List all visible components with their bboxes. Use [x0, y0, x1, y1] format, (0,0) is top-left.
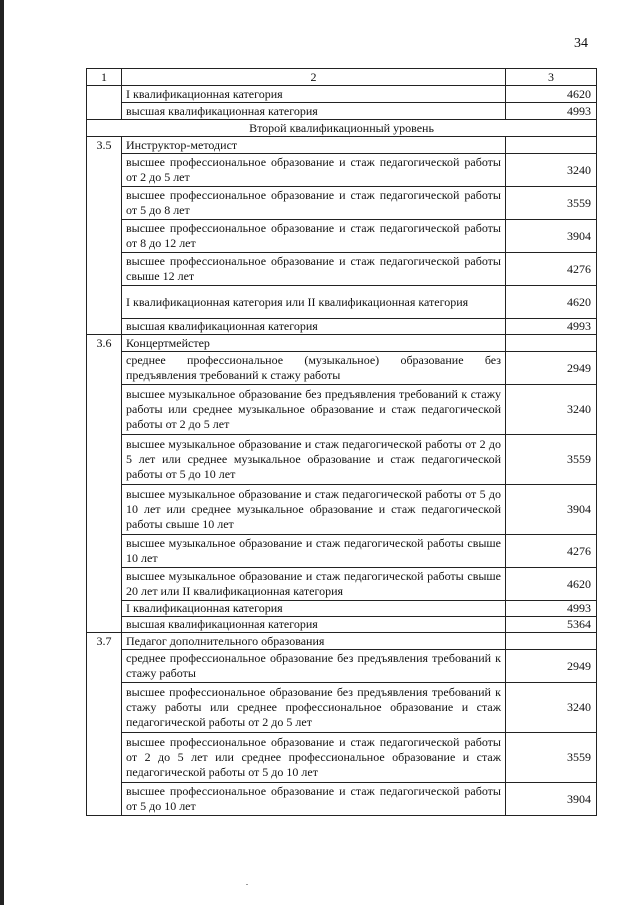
table-row — [87, 535, 597, 568]
row-value: 3240 — [506, 385, 597, 435]
row-value: 3559 — [506, 733, 597, 783]
code-cell-empty — [87, 601, 122, 617]
row-text: среднее профессиональное (музыкальное) образование без предъявления требований к стажу работы — [122, 352, 506, 385]
row-value: 4993 — [506, 319, 597, 335]
group-title-row — [87, 335, 597, 352]
row-value: 3904 — [506, 485, 597, 535]
row-text: высшее профессиональное образование и стаж педагогической работы от 8 до 12 лет — [122, 220, 506, 253]
group-code: 3.6 — [87, 335, 122, 352]
row-text: I квалификационная категория или II квалификационная категория — [122, 286, 506, 319]
table-row — [87, 617, 597, 633]
table-row — [87, 601, 597, 617]
row-text: высшая квалификационная категория — [122, 617, 506, 633]
group-code: 3.7 — [87, 633, 122, 650]
table-row — [87, 319, 597, 335]
table-row — [87, 385, 597, 435]
code-cell-empty — [87, 352, 122, 385]
row-value: 4620 — [506, 568, 597, 601]
header-col-3: 3 — [506, 69, 597, 86]
row-text: высшее музыкальное образование без предъявления требований к стажу работы или среднее музыкальное образование и стаж педагогической работы от 2 до 5 лет — [122, 385, 506, 435]
row-text: I квалификационная категория — [122, 601, 506, 617]
code-cell-empty — [87, 103, 122, 120]
code-cell-empty — [87, 86, 122, 103]
row-text: высшее профессиональное образование и стаж педагогической работы от 2 до 5 лет или среднее профессиональное образование и стаж педагогической работы от 5 до 10 лет — [122, 733, 506, 783]
row-text: высшее музыкальное образование и стаж педагогической работы от 2 до 5 лет или среднее музыкальное образование и стаж педагогической работы от 5 до 10 лет — [122, 435, 506, 485]
table-row — [87, 103, 597, 120]
section-row — [87, 120, 597, 137]
row-text: высшее музыкальное образование и стаж педагогической работы свыше 10 лет — [122, 535, 506, 568]
row-text: среднее профессиональное образование без предъявления требований к стажу работы — [122, 650, 506, 683]
row-value: 2949 — [506, 352, 597, 385]
row-text: высшее профессиональное образование и стаж педагогической работы свыше 12 лет — [122, 253, 506, 286]
page-number: 34 — [574, 36, 588, 51]
table-row — [87, 435, 597, 485]
group-title: Педагог дополнительного образования — [122, 633, 506, 650]
group-title-row — [87, 633, 597, 650]
row-text: высшее музыкальное образование и стаж педагогической работы от 5 до 10 лет или среднее музыкальное образование и стаж педагогической работы свыше 10 лет — [122, 485, 506, 535]
table-row — [87, 154, 597, 187]
code-cell-empty — [87, 220, 122, 253]
row-value: 4276 — [506, 535, 597, 568]
code-cell-empty — [87, 650, 122, 683]
group-title: Инструктор-методист — [122, 137, 506, 154]
row-text: высшее профессиональное образование без предъявления требований к стажу работы или среднее профессиональное образование и стаж педагогической работы от 2 до 5 лет — [122, 683, 506, 733]
code-cell-empty — [87, 683, 122, 733]
row-text: I квалификационная категория — [122, 86, 506, 103]
row-text: высшее профессиональное образование и стаж педагогической работы от 5 до 8 лет — [122, 187, 506, 220]
code-cell-empty — [87, 733, 122, 783]
code-cell-empty — [87, 385, 122, 435]
table-row — [87, 650, 597, 683]
value-cell-empty — [506, 137, 597, 154]
row-value: 3904 — [506, 220, 597, 253]
table-row — [87, 783, 597, 816]
table-row — [87, 683, 597, 733]
row-value: 3559 — [506, 435, 597, 485]
row-text: высшая квалификационная категория — [122, 319, 506, 335]
code-cell-empty — [87, 435, 122, 485]
row-value: 4993 — [506, 601, 597, 617]
table-row — [87, 187, 597, 220]
salary-table — [86, 68, 597, 816]
group-code: 3.5 — [87, 137, 122, 154]
table-row — [87, 568, 597, 601]
group-title-row — [87, 137, 597, 154]
scan-speck — [246, 884, 248, 885]
row-value: 5364 — [506, 617, 597, 633]
code-cell-empty — [87, 568, 122, 601]
row-value: 3240 — [506, 154, 597, 187]
row-value: 4620 — [506, 286, 597, 319]
table-row — [87, 352, 597, 385]
row-value: 4993 — [506, 103, 597, 120]
code-cell-empty — [87, 286, 122, 319]
group-title: Концертмейстер — [122, 335, 506, 352]
row-value: 4620 — [506, 86, 597, 103]
table-row — [87, 86, 597, 103]
code-cell-empty — [87, 783, 122, 816]
row-value: 3559 — [506, 187, 597, 220]
row-text: высшее профессиональное образование и стаж педагогической работы от 5 до 10 лет — [122, 783, 506, 816]
header-col-1: 1 — [87, 69, 122, 86]
row-value: 3904 — [506, 783, 597, 816]
code-cell-empty — [87, 187, 122, 220]
code-cell-empty — [87, 154, 122, 187]
row-value: 3240 — [506, 683, 597, 733]
table-row — [87, 485, 597, 535]
row-text: высшая квалификационная категория — [122, 103, 506, 120]
table-row — [87, 286, 597, 319]
table-row — [87, 220, 597, 253]
row-text: высшее профессиональное образование и стаж педагогической работы от 2 до 5 лет — [122, 154, 506, 187]
code-cell-empty — [87, 485, 122, 535]
code-cell-empty — [87, 617, 122, 633]
code-cell-empty — [87, 535, 122, 568]
value-cell-empty — [506, 633, 597, 650]
row-value: 4276 — [506, 253, 597, 286]
value-cell-empty — [506, 335, 597, 352]
table-header-row — [87, 69, 597, 86]
table-row — [87, 733, 597, 783]
table-row — [87, 253, 597, 286]
code-cell-empty — [87, 319, 122, 335]
row-text: высшее музыкальное образование и стаж педагогической работы свыше 20 лет или II квалификационная категория — [122, 568, 506, 601]
row-value: 2949 — [506, 650, 597, 683]
section-title: Второй квалификационный уровень — [87, 120, 597, 137]
header-col-2: 2 — [122, 69, 506, 86]
scan-border — [0, 0, 4, 905]
code-cell-empty — [87, 253, 122, 286]
